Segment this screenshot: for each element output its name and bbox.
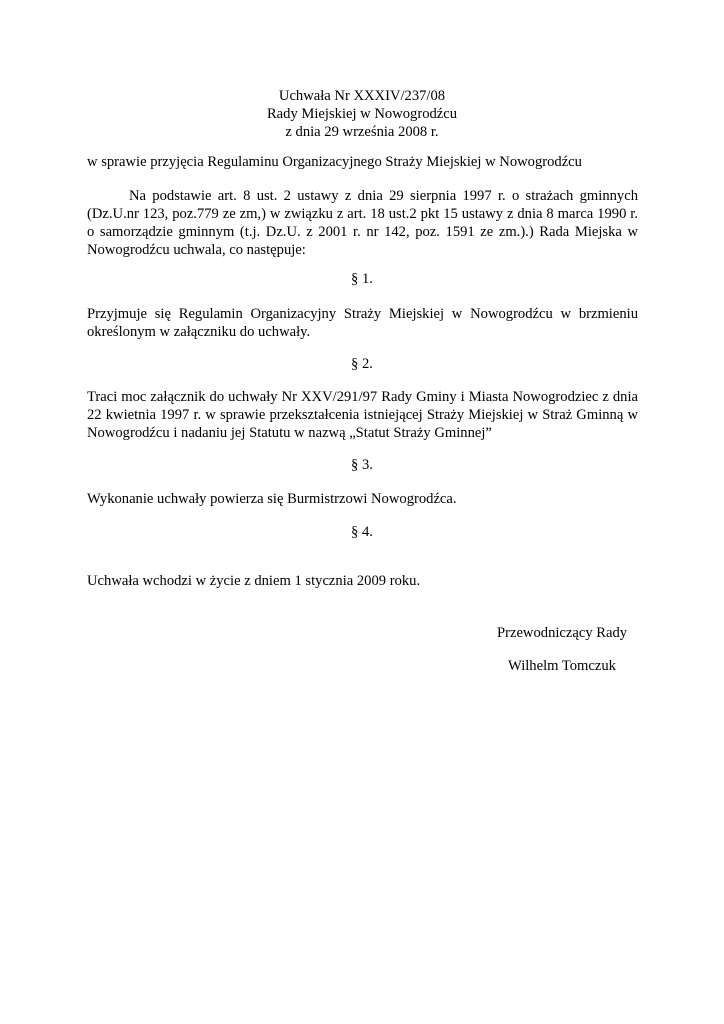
signature-name: Wilhelm Tomczuk <box>508 658 616 674</box>
section-line: Nowogrodźcu i nadaniu jej Statutu w nazwą „Statut Straży Gminnej” <box>87 425 492 441</box>
document-header <box>0 87 724 141</box>
section-body-3 <box>87 490 638 508</box>
section-heading-3: § 3. <box>351 457 373 473</box>
section-line: Wykonanie uchwały powierza się Burmistrzowi Nowogrodźca. <box>87 491 457 507</box>
section-heading-2: § 2. <box>351 356 373 372</box>
section-body-1 <box>87 305 638 341</box>
preamble-line: Nowogrodźcu uchwala, co następuje: <box>87 242 306 258</box>
preamble <box>87 187 638 259</box>
resolution-issuer: Rady Miejskiej w Nowogrodźcu <box>266 106 458 122</box>
signature-title: Przewodniczący Rady <box>497 625 628 641</box>
preamble-line: Na podstawie art. 8 ust. 2 ustawy z dnia 29 sierpnia 1997 r. o strażach gminnych <box>129 188 638 204</box>
resolution-subject: w sprawie przyjęcia Regulaminu Organizacyjnego Straży Miejskiej w Nowogrodźcu <box>87 154 582 170</box>
preamble-line: (Dz.U.nr 123, poz.779 ze zm,) w związku z art. 18 ust.2 pkt 15 ustawy z dnia 8 marca 1990 r. <box>87 206 638 222</box>
resolution-number: Uchwała Nr XXXIV/237/08 <box>278 88 446 104</box>
section-line: określonym w załączniku do uchwały. <box>87 324 311 340</box>
section-line: Traci moc załącznik do uchwały Nr XXV/291/97 Rady Gminy i Miasta Nowogrodziec z dnia <box>87 389 638 405</box>
section-line: Przyjmuje się Regulamin Organizacyjny Straży Miejskiej w Nowogrodźcu w brzmieniu <box>87 306 638 322</box>
section-body-2 <box>87 388 638 442</box>
preamble-line: o samorządzie gminnym (t.j. Dz.U. z 2001 r. nr 142, poz. 1591 ze zm.).) Rada Miejska w <box>87 224 638 240</box>
resolution-date: z dnia 29 września 2008 r. <box>285 124 439 140</box>
section-body-4 <box>87 572 638 590</box>
section-line: Uchwała wchodzi w życie z dniem 1 stycznia 2009 roku. <box>87 573 421 589</box>
section-heading-1: § 1. <box>351 271 373 287</box>
section-heading-4: § 4. <box>351 524 373 540</box>
section-line: 22 kwietnia 1997 r. w sprawie przekształcenia istniejącej Straży Miejskiej w Straż Gminną w <box>87 407 638 423</box>
